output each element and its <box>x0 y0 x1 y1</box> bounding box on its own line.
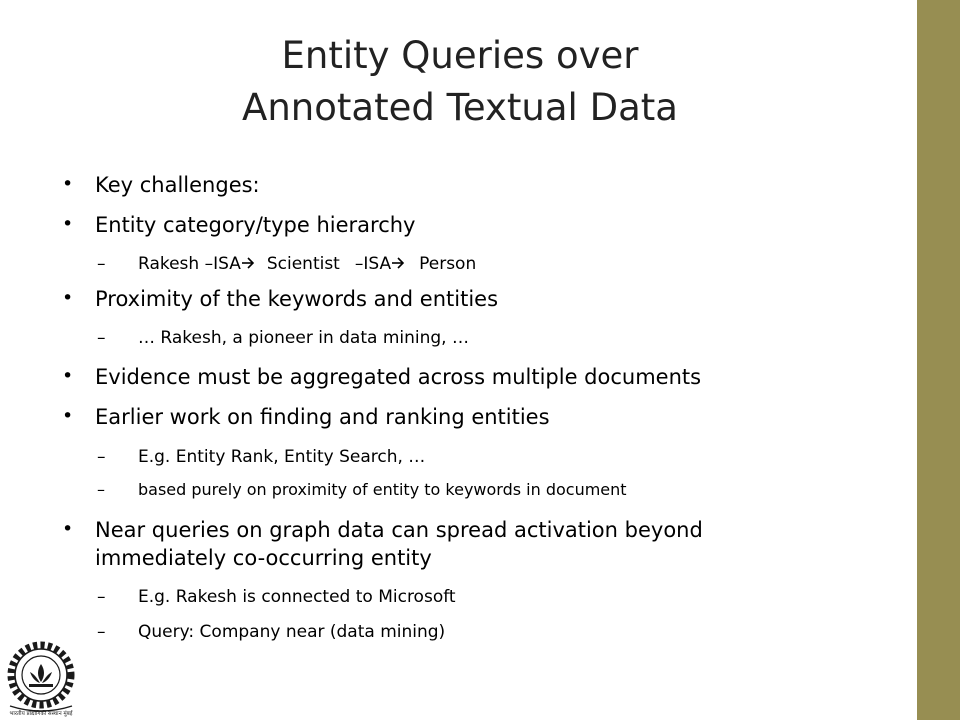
sub-bullet-text: based purely on proximity of entity to keywords in document <box>138 480 627 499</box>
bullet-proximity <box>62 287 499 311</box>
sub-bullet-query-example <box>97 622 446 642</box>
title-line-1: Entity Queries over <box>281 34 639 77</box>
bullet-text: Evidence must be aggregated across multiple documents <box>95 365 702 389</box>
bullet-near-queries <box>62 518 703 542</box>
sub-bullet-entity-rank <box>97 447 426 467</box>
isa-text-1: Rakesh –ISA <box>138 254 241 274</box>
bullet-text: Earlier work on finding and ranking entities <box>95 405 550 429</box>
dash-mark: – <box>97 587 106 607</box>
bullet-text: Proximity of the keywords and entities <box>95 287 499 311</box>
decorative-side-bar <box>917 0 960 720</box>
bullet-entity-hierarchy <box>62 213 416 237</box>
bullet-mark: • <box>62 405 74 427</box>
right-arrow-icon <box>241 256 255 270</box>
title-line-2: Annotated Textual Data <box>242 86 678 129</box>
bullet-earlier-work <box>62 405 550 429</box>
bullet-mark: • <box>62 213 74 235</box>
sub-bullet-text: … Rakesh, a pioneer in data mining, … <box>138 328 469 348</box>
bullet-evidence <box>62 365 702 389</box>
bullet-mark: • <box>62 518 74 540</box>
bullet-text: Entity category/type hierarchy <box>95 213 416 237</box>
bullet-mark: • <box>62 287 74 309</box>
logo-text: भारतीय प्रौद्योगिकी संस्थान मुंबई <box>9 711 73 717</box>
dash-mark: – <box>97 447 106 467</box>
bullet-mark: • <box>62 173 74 195</box>
isa-text-4: Person <box>419 254 477 274</box>
bullet-text: Key challenges: <box>95 173 260 197</box>
dash-mark: – <box>97 480 105 499</box>
sub-bullet-text: Query: Company near (data mining) <box>138 622 446 642</box>
sub-bullet-proximity-based <box>97 480 627 499</box>
dash-mark: – <box>97 254 106 274</box>
isa-text-3: –ISA <box>354 254 392 274</box>
bullet-text: immediately co-occurring entity <box>95 546 432 570</box>
bullet-mark: • <box>62 365 74 387</box>
iit-bombay-emblem-logo <box>4 640 78 718</box>
right-arrow-icon <box>391 256 405 270</box>
dash-mark: – <box>97 622 106 642</box>
dash-mark: – <box>97 328 106 348</box>
bullet-near-queries-continued <box>95 546 432 570</box>
sub-bullet-example-sentence <box>97 328 469 348</box>
bullet-key-challenges <box>62 173 260 197</box>
bullet-text: Near queries on graph data can spread activation beyond <box>95 518 703 542</box>
slide-title <box>60 30 860 134</box>
sub-bullet-microsoft <box>97 587 456 607</box>
sub-bullet-isa-chain <box>97 254 477 274</box>
isa-text-2: Scientist <box>266 254 340 274</box>
sub-bullet-text: E.g. Entity Rank, Entity Search, … <box>138 447 426 467</box>
sub-bullet-text: E.g. Rakesh is connected to Microsoft <box>138 587 456 607</box>
